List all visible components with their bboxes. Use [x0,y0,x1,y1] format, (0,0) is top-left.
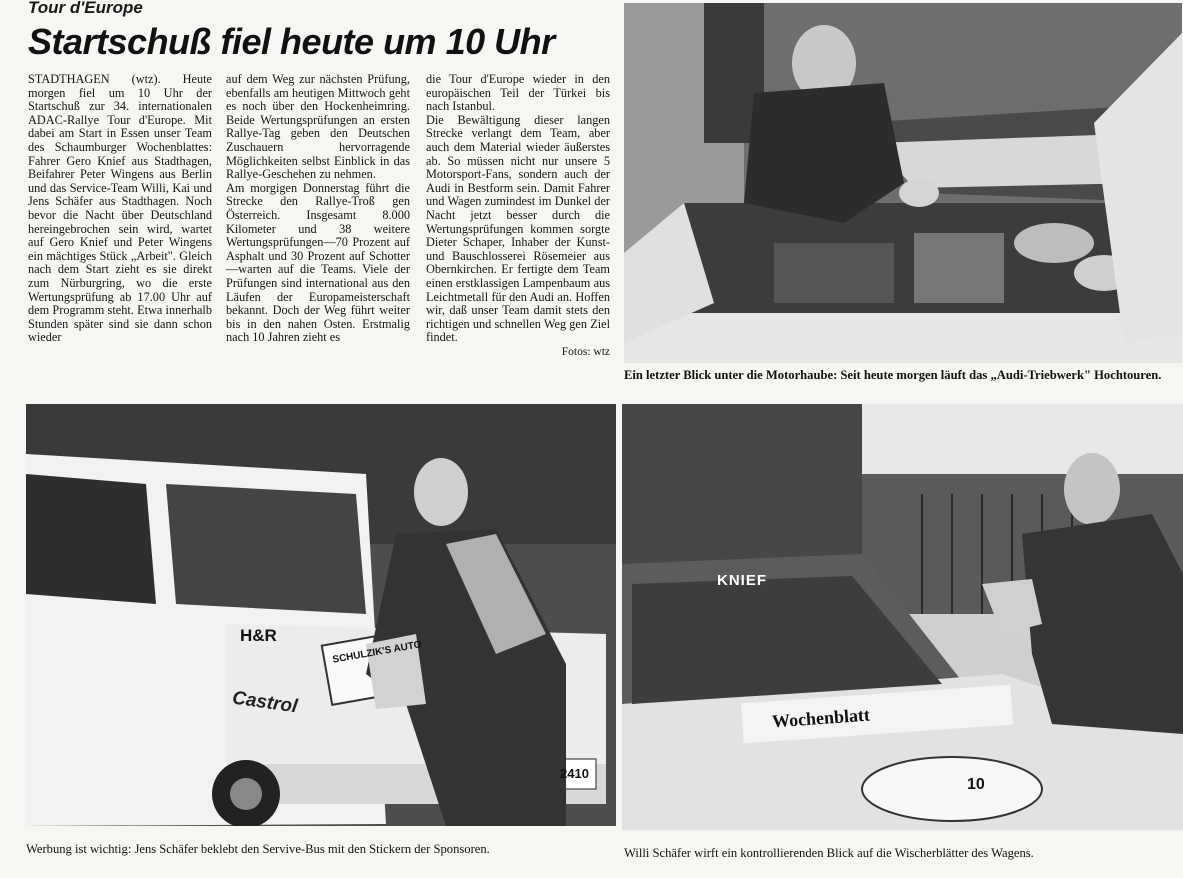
sticker-castrol: Castrol [230,687,299,718]
sticker-hr: H&R [240,626,277,645]
license-plate: 2410 [560,766,589,781]
headline: Startschuß fiel heute um 10 Uhr [28,21,555,62]
column-1 [28,73,212,345]
article-body [28,73,614,413]
photo-car [622,404,1183,830]
paragraph: Am morgigen Donnerstag führt die Strecke den Rallye-Troß gen Österreich. Insgesamt 8.000 Kilometer und 38 weitere Wertungsprüfungen—70 Prozent auf Asphalt und 30 Prozent auf Schotter—warten auf die Teams. Viele der Prüfungen sind international aus den Läufen der Europameisterschaft bekannt. Doch der Weg führt weiter bis in den nahen Osten. Erstmalig nach 10 Jahren zieht es [226,180,410,345]
photo-van [26,404,616,826]
paragraph: die Tour d'Europe wieder in den europäischen Teil der Türkei bis nach Istanbul. [426,72,610,114]
caption-engine [624,368,1180,382]
photo-credit: Fotos: wtz [561,345,610,358]
paragraph: Die Bewältigung dieser langen Strecke verlangt dem Team, aber auch dem Material wieder äußerstes ab. So müssen nicht nur unsere 5 Motorsport-Fans, sondern auch der Audi in Bestform sein. Damit Fahrer und Wagen zumindest im Dunkel der Nacht jetzt besser durch die Wertungsprüfungen kommen sorgte Dieter Schaper, Inhaber der Kunst- und Bauschlosserei Rösemeier aus Obernkirchen. Er fertigte dem Team einen erstklassigen Lampenbaum aus Leichtmetall für den Audi an. Hoffen wir, daß unser Team damit stets den richtigen und schnellen Weg gen Ziel findet. [426,112,610,345]
paragraph: STADTHAGEN (wtz). Heute morgen fiel um 10 Uhr der Startschuß zur 34. internationalen ADAC-Rallye Tour d'Europe. Mit dabei am Start in Essen unser Team des Schaumburger Wochenblattes: Fahrer Gero Knief aus Stadthagen, Beifahrer Peter Wingens aus Berlin und das Service-Team Willi, Kai und Jens Schäfer aus Stadthagen. Noch bevor die Nacht über Deutschland hereingebrochen sein wird, wartet auf Gero Knief und Peter Wingens ein mächtiges Stück „Arbeit". Gleich nach dem Start zieht es sie direkt zum Nürburgring, wo die erste Wertungsprüfung ab 17.00 Uhr auf dem Programm steht. Etwa innerhalb Stunden später sind sie dann schon wieder [28,72,212,345]
column-2 [226,73,410,345]
caption-engine-text: Ein letzter Blick unter die Motorhaube: Seit heute morgen läuft das „Audi-Triebwerk" Hochtouren. [624,368,1162,382]
van-photo-illustration [26,404,616,826]
caption-van: Werbung ist wichtig: Jens Schäfer beklebt den Servive-Bus mit den Stickern der Sponsoren. [26,842,490,856]
windshield-banner: KNIEF [717,572,767,589]
engine-photo-illustration [624,3,1182,363]
hood-sticker: Wochenblatt [771,704,871,732]
sticker-schulzik: SCHULZIK'S AUTO [331,639,423,666]
start-number: 10 [967,776,985,793]
photo-engine [624,3,1182,363]
paragraph: auf dem Weg zur nächsten Prüfung, ebenfalls am heutigen Mittwoch geht es noch über den Hockenheimring. Beide Wertungsprüfungen an ersten Rallye-Tag geben den Deutschen Zuschauern hervorragende Möglichkeiten selbst Einblick in das Rallye-Geschehen zu nehmen. [226,72,410,182]
kicker: Tour d'Europe [28,0,143,17]
caption-car: Willi Schäfer wirft ein kontrollierenden Blick auf die Wischerblätter des Wagens. [624,846,1034,860]
car-photo-illustration [622,404,1183,830]
column-3 [426,73,610,359]
